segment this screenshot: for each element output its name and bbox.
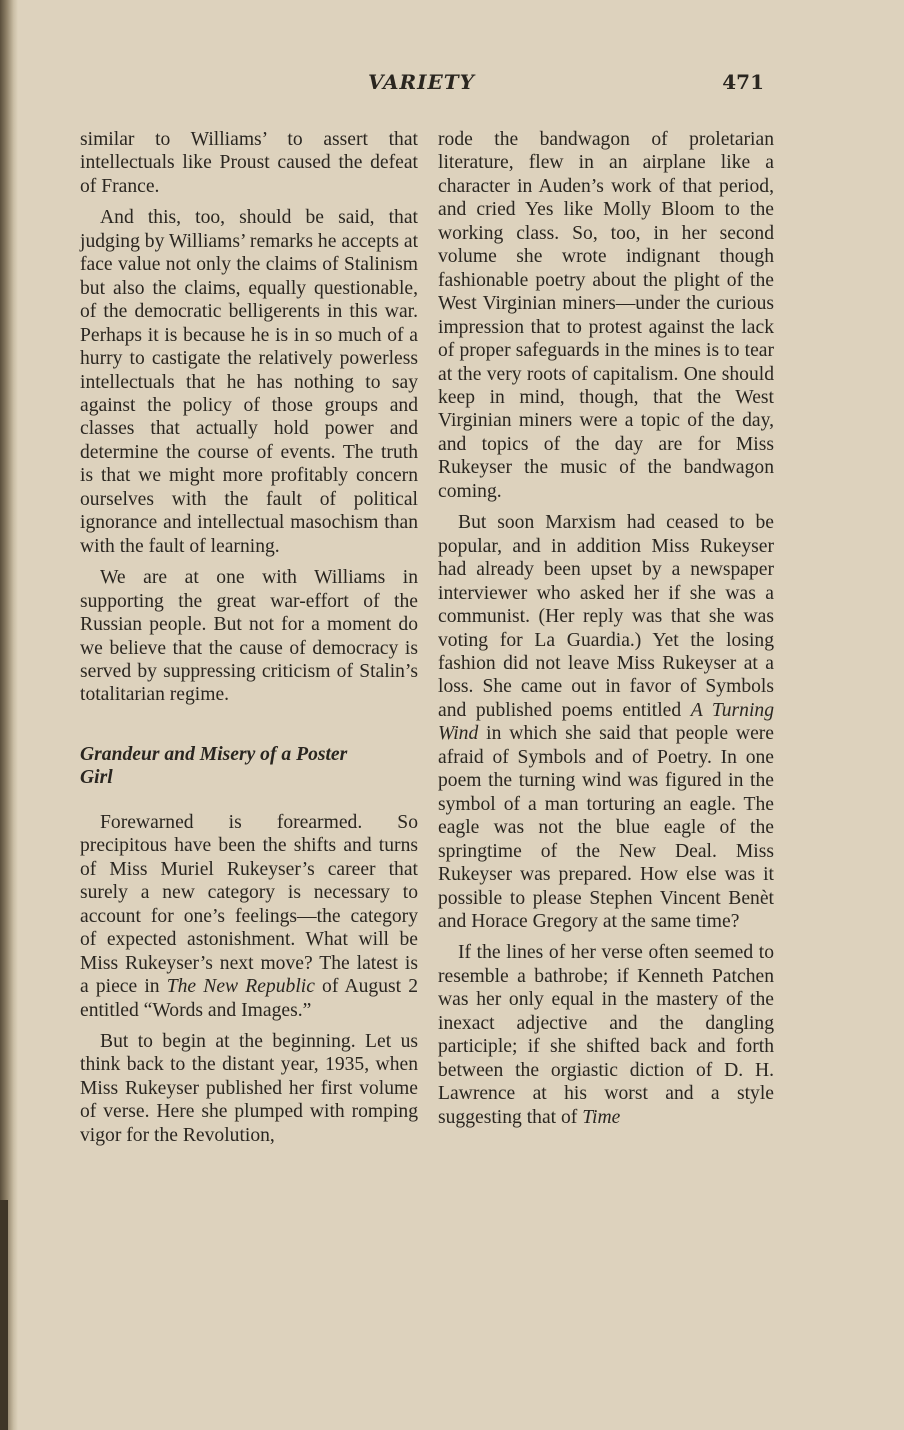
right-column [438,128,774,1137]
text-run: in which she said that people were afraid of Symbols and of Poetry. In one poem the turning wind was figured in the symbol of a man torturing an eagle. The eagle was not the blue eagle of the springtime of the New Deal. Miss Rukeyser was prepared. How else was it possible to please Stephen Vincent Benèt and Horace Gregory at the same time? [438,723,774,932]
paragraph: rode the bandwagon of proletarian literature, flew in an airplane like a character in Auden’s work of that period, and cried Yes like Molly Bloom to the working class. So, too, in her second volume she wrote indignant though fashionable poetry about the plight of the West Virginian miners—under the curious impression that to protest against the lack of proper safeguards in the mines is to tear at the very roots of capitalism. One should keep in mind, though, that the West Virginian miners were a topic of the day, and topics of the day are for Miss Rukeyser the music of the bandwagon coming. [438,129,774,502]
left-column [80,128,418,1155]
publication-title: Time [582,1106,621,1128]
book-title: A Turning Wind [438,699,775,745]
text-run: But soon Marxism had ceased to be popular, and in addition Miss Rukeyser had already been upset by a newspaper interviewer who asked her if she was a communist. (Her reply was that she was voting for La Guardia.) Yet the losing fashion did not leave Miss Rukeyser at a loss. She came out in favor of Symbols and published poems entitled [438,512,774,721]
running-title: VARIETY [368,70,475,94]
section-heading: Grandeur and Misery of a Poster Girl [80,743,348,788]
paragraph: And this, too, should be said, that judging by Williams’ remarks he accepts at face value not only the claims of Stalinism but also the claims, equally questionable, of the democratic belligerents in this war. Perhaps it is because he is in so much of a hurry to castigate the relatively powerless intellectuals that he has nothing to say against the policy of those groups and classes that actually hold power and determine the course of events. The truth is that we might more profitably concern ourselves with the fault of political ignorance and intellectual masochism than with the fault of learning. [80,207,419,557]
paragraph: similar to Williams’ to assert that intellectuals like Proust caused the defeat of France. [80,129,418,197]
text-run: of August 2 entitled “Words and Images.” [80,976,419,1021]
paragraph: But to begin at the beginning. Let us think back to the distant year, 1935, when Miss Rukeyser published her first volume of verse. Here she plumped with romping vigor for the Revolution, [80,1030,418,1146]
page-header [80,70,772,104]
text-run: Forewarned is forearmed. So precipitous have been the shifts and turns of Miss Muriel Rukeyser’s career that surely a new category is necessary to account for one’s feelings—the category of expected astonishment. What will be Miss Rukeyser’s next move? The latest is a piece in [80,811,418,998]
paragraph: We are at one with Williams in supporting the great war-effort of the Russian people. But not for a moment do we believe that the cause of democracy is served by suppressing criticism of Stalin’s totalitarian regime. [80,567,418,706]
text-run: If the lines of her verse often seemed to resemble a bathrobe; if Kenneth Patchen was her only equal in the mastery of the inexact adjective and the dangling participle; if she shifted back and forth between the orgiastic diction of D. H. Lawrence at his worst and a style suggesting that of [438,942,774,1128]
book-spine-edge [0,1200,8,1430]
page-number: 471 [722,70,764,94]
paragraph [438,511,774,933]
publication-title: The New Republic [166,976,315,998]
paragraph [438,941,774,1129]
paragraph [80,811,418,1022]
